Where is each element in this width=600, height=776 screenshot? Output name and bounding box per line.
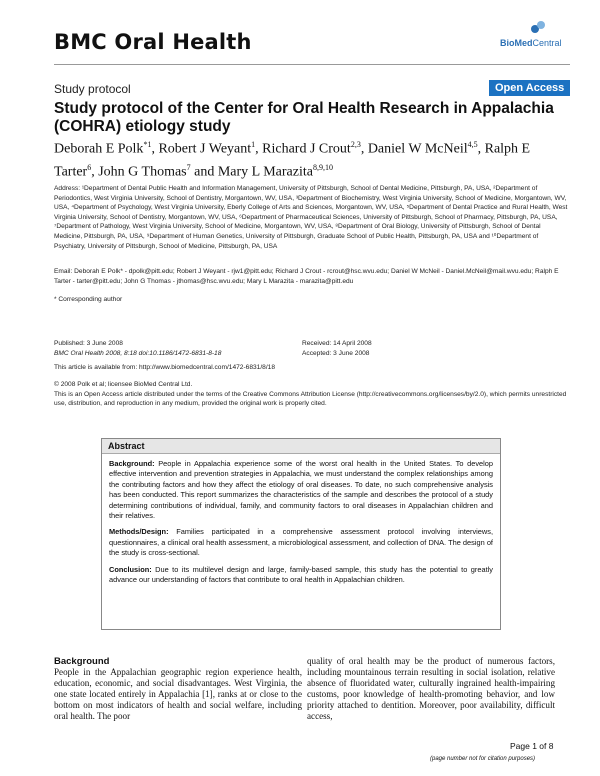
corresponding-author-note: * Corresponding author xyxy=(54,296,123,303)
abstract-conclusion-label: Conclusion: xyxy=(109,564,152,574)
page-number: Page 1 of 8 xyxy=(510,741,554,751)
abstract-methods-text: Families participated in a comprehensive assessment protocol involving interviews, questionnaires, a clinical oral health assessment, a microbiological assessment, and collection of DNA. The design of the study is cross-sectional. xyxy=(109,527,493,558)
body-column-left: People in the Appalachian geographic region experience health, education, economic, and social disadvantages. West Virginia, the one state located entirely in Appalachia [1], ranks at or close to the bottom on most indicators of health and social welfare, including oral health. The poor xyxy=(54,667,302,722)
author-name: Deborah E Polk xyxy=(54,141,144,157)
author-separator: , xyxy=(151,141,159,157)
author-name: Ralph E Tarter xyxy=(54,141,531,180)
publisher-central: Central xyxy=(532,38,562,48)
published-date: Published: 3 June 2008 xyxy=(54,340,123,347)
publication-info xyxy=(54,339,221,359)
author-name: John G Thomas xyxy=(98,164,187,180)
author-name: Mary L Marazita xyxy=(217,164,313,180)
body-column-right: quality of oral health may be the product of numerous factors, including mountainous terrain resulting in social isolation, relative absence of fluoridated water, culturally ingrained health-impairing customs, poor knowledge of health-promoting behavior, and low priority attached to dentition. Moreover, poor availability, difficult access, xyxy=(307,656,555,722)
author-affiliation-marker: *1 xyxy=(143,140,152,149)
abstract-background xyxy=(109,459,493,521)
author-affiliation-marker: 4,5 xyxy=(467,140,478,149)
author-separator: and xyxy=(190,164,218,180)
page-number-note: (page number not for citation purposes) xyxy=(430,756,536,762)
abstract-methods xyxy=(109,527,493,558)
author-affiliation-marker: 6 xyxy=(87,162,92,172)
received-date: Received: 14 April 2008 xyxy=(302,340,372,347)
author-affiliation-marker: 7 xyxy=(186,162,191,172)
abstract-body xyxy=(109,459,493,591)
publisher-wordmark xyxy=(500,38,562,48)
abstract-box xyxy=(101,438,501,630)
abstract-background-text: People in Appalachia experience some of the worst oral health in the United States. To develop effective intervention and prevention strategies in Appalachia, we must understand the complex relationships among the contributing factors and how they affect the etiology of oral diseases. To date, no such comprehensive analysis has been conducted. This report summarizes the characteristics of the sample and describes the protocol of a study determining contributions of individual, family, and community factors to oral diseases in Appalachian children and their relatives. xyxy=(109,459,493,521)
abstract-background-label: Background: xyxy=(109,459,155,468)
author-emails: Email: Deborah E Polk* - dpolk@pitt.edu; Robert J Weyant - rjw1@pitt.edu; Richard J Crout - rcrout@hsc.wvu.edu; Daniel W McNeil - Daniel.McNeil@mail.wvu.edu; Ralph E Tarter - tarter@pitt.edu; John G Thomas - jthomas@hsc.wvu.edu; Mary L Marazita - marazita@pitt.edu xyxy=(54,268,559,285)
license-text: This is an Open Access article distributed under the terms of the Creative Commons Attribution License (http://creativecommons.org/licenses/by/2.0), which permits unrestricted use, distribution, and reproduction in any medium, provided the original work is properly cited. xyxy=(54,390,567,408)
review-dates xyxy=(302,339,372,359)
author-separator: , xyxy=(255,141,263,157)
citation: BMC Oral Health 2008, 8:18 doi:10.1186/1472-6831-8-18 xyxy=(54,350,222,357)
abstract-conclusion-text: Due to its multilevel design and large, family-based sample, this study has the potential to greatly advance our understanding of factors that contribute to oral health in Appalachian children. xyxy=(109,564,493,585)
accepted-date: Accepted: 3 June 2008 xyxy=(302,350,370,357)
copyright-line: © 2008 Polk et al; licensee BioMed Central Ltd. xyxy=(54,381,193,388)
author-affiliation-marker: 2,3 xyxy=(350,140,361,149)
author-separator: , xyxy=(477,141,485,157)
copyright-block xyxy=(54,380,569,409)
journal-title: BMC Oral Health xyxy=(54,30,252,54)
author-name: Daniel W McNeil xyxy=(367,141,468,157)
abstract-methods-label: Methods/Design: xyxy=(109,527,169,537)
author-separator: , xyxy=(91,164,99,180)
header-rule xyxy=(54,64,570,65)
publisher-logo-icon xyxy=(530,20,546,34)
open-access-badge: Open Access xyxy=(489,80,570,96)
abstract-heading: Abstract xyxy=(102,439,500,454)
author-name: Robert J Weyant xyxy=(158,141,252,157)
publisher-bio: BioMed xyxy=(500,38,533,48)
article-type: Study protocol xyxy=(54,82,131,96)
article-title: Study protocol of the Center for Oral Health Research in Appalachia (COHRA) etiology study xyxy=(54,100,554,135)
author-name: Richard J Crout xyxy=(262,141,351,157)
author-list xyxy=(54,136,554,181)
affiliations: Address: ¹Department of Dental Public Health and Information Management, University of Pittsburgh, School of Dental Medicine, Pittsburgh, PA, USA, ²Department of Periodontics, West Virginia University, School of Dentistry, Morgantown, WV, USA, ³Department of Biochemistry, West Virginia University, School of Medicine, Morgantown, WV, USA, ⁴Department of Psychology, West Virginia University, Eberly College of Arts and Sciences, Morgantown, WV, USA, ⁵Department of Dental Practice and Rural Health, West Virginia University, School of Dentistry, Morgantown, WV, USA, ⁶Department of Pharmaceutical Sciences, University of Pittsburgh, School of Pharmacy, Pittsburgh, PA, USA, ⁷Department of Pathology, West Virginia University, School of Medicine, Morgantown, WV, USA, ⁸Department of Oral Biology, University of Pittsburgh, School of Dental Medicine, Pittsburgh, PA, USA, ⁹Department of Human Genetics, University of Pittsburgh, Graduate School of Public Health, Pittsburgh, PA, USA and ¹⁰Department of Psychiatry, University of Pittsburgh, School of Medicine, Pittsburgh, PA, USA xyxy=(54,185,568,250)
author-separator: , xyxy=(360,141,368,157)
author-affiliation-marker: 8,9,10 xyxy=(312,162,333,172)
article-url[interactable]: This article is available from: http://www.biomedcentral.com/1472-6831/8/18 xyxy=(54,364,275,371)
background-heading: Background xyxy=(54,656,110,667)
abstract-conclusion xyxy=(109,565,493,586)
publisher-logo xyxy=(500,20,570,54)
author-affiliation-marker: 1 xyxy=(251,140,256,149)
